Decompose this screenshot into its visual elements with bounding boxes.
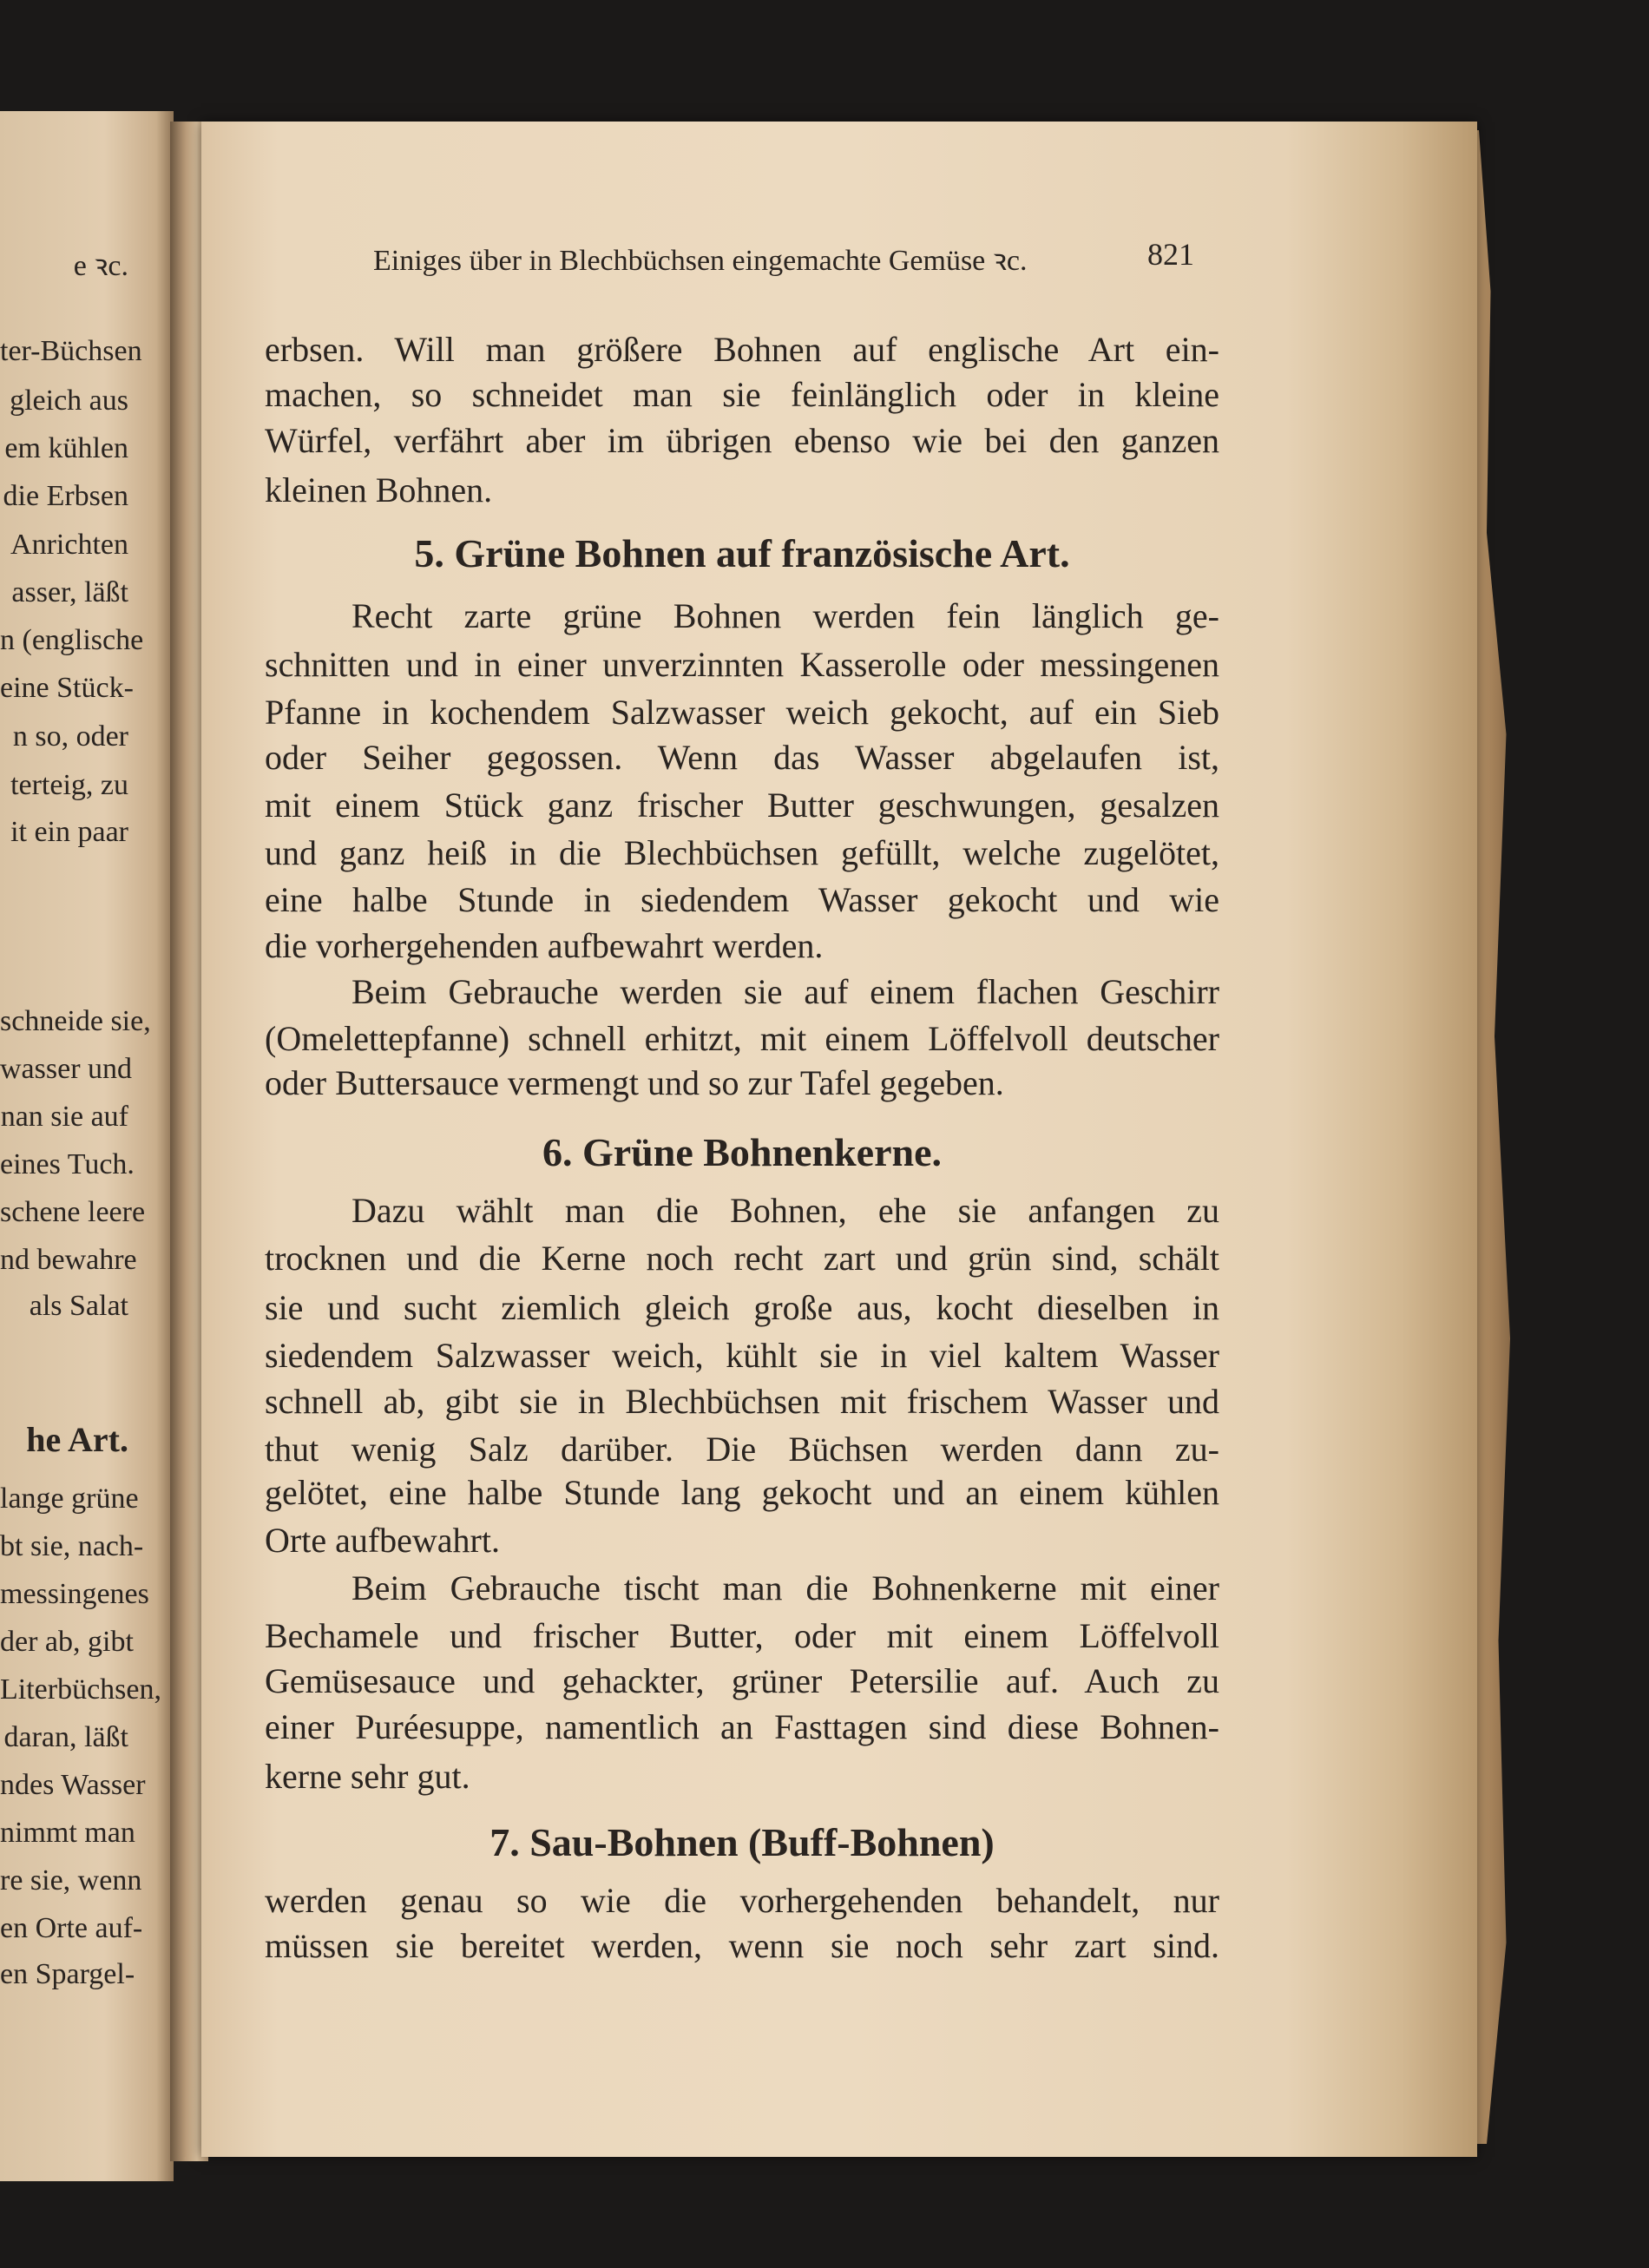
text-line: müssen sie bereitet werden, wenn sie noch sehr zart sind. xyxy=(265,1925,1219,1965)
text-line: sie und sucht ziemlich gleich große aus, kocht dieselben in xyxy=(265,1287,1219,1327)
left-page-line: messingenes xyxy=(0,1578,149,1611)
text-line: Orte aufbewahrt. xyxy=(265,1521,500,1561)
text-line: kerne sehr gut. xyxy=(265,1756,470,1796)
left-page-line: nd bewahre xyxy=(0,1243,137,1276)
left-page-line: terteig, zu xyxy=(10,769,128,802)
left-page-line: Anrichten xyxy=(10,529,128,562)
text-line: schnitten und in einer unverzinnten Kasserolle oder messingenen xyxy=(265,645,1219,685)
left-page-line: wasser und xyxy=(0,1052,133,1085)
section-heading: 5. Grüne Bohnen auf französische Art. xyxy=(414,531,1070,576)
text-line: Gemüsesauce und gehackter, grüner Petersilie auf. Auch zu xyxy=(265,1660,1219,1700)
text-line: und ganz heiß in die Blechbüchsen gefüllt, welche zugelötet, xyxy=(265,833,1219,873)
text-line: die vorhergehenden aufbewahrt werden. xyxy=(265,925,824,965)
text-line: machen, so schneidet man sie feinlänglich oder in kleine xyxy=(265,374,1219,414)
left-page-line: der ab, gibt xyxy=(0,1626,134,1659)
left-page-line: asser, läßt xyxy=(11,576,128,609)
running-head: Einiges über in Blechbüchsen eingemachte Gemüse ꝛc. xyxy=(373,245,1028,277)
left-page-line: schneide sie, xyxy=(0,1004,151,1037)
left-page-line: nan sie auf xyxy=(0,1100,128,1133)
text-line: erbsen. Will man größere Bohnen auf englische Art ein- xyxy=(265,330,1219,370)
left-running-head-fragment: e ꝛc. xyxy=(73,250,128,282)
page-number: 821 xyxy=(1147,237,1194,272)
text-line: trocknen und die Kerne noch recht zart und grün sind, schält xyxy=(265,1238,1219,1278)
left-page-line: gleich aus xyxy=(10,384,128,417)
text-line: siedendem Salzwasser weich, kühlt sie in viel kaltem Wasser xyxy=(265,1335,1219,1375)
text-line: Beim Gebrauche tischt man die Bohnenkerne mit einer xyxy=(351,1568,1219,1608)
section-heading: 6. Grüne Bohnenkerne. xyxy=(542,1130,943,1175)
text-line: Bechamele und frischer Butter, oder mit einem Löffelvoll xyxy=(265,1616,1219,1656)
left-page-line: bt sie, nach- xyxy=(0,1530,144,1563)
left-page-line: ter-Büchsen xyxy=(0,335,142,368)
text-line: (Omelettepfanne) schnell erhitzt, mit einem Löffelvoll deutscher xyxy=(265,1018,1219,1058)
left-page-line: Literbüchsen, xyxy=(0,1673,161,1706)
left-page-line: en Orte auf- xyxy=(0,1912,143,1945)
text-line: oder Buttersauce vermengt und so zur Tafel gegeben. xyxy=(265,1063,1004,1103)
left-page-line: he Art. xyxy=(26,1419,128,1459)
left-page-line: eine Stück- xyxy=(0,672,134,705)
text-line: Beim Gebrauche werden sie auf einem flachen Geschirr xyxy=(351,972,1219,1012)
left-page-line: lange grüne xyxy=(0,1482,139,1515)
text-line: oder Seiher gegossen. Wenn das Wasser abgelaufen ist, xyxy=(265,738,1219,778)
text-line: Würfel, verfährt aber im übrigen ebenso wie bei den ganzen xyxy=(265,421,1219,461)
text-line: gelötet, eine halbe Stunde lang gekocht und an einem kühlen xyxy=(265,1473,1219,1512)
left-page-line: die Erbsen xyxy=(3,479,128,512)
left-page-line: daran, läßt xyxy=(3,1721,128,1754)
left-page-line: als Salat xyxy=(29,1290,128,1323)
left-page-line: en Spargel- xyxy=(0,1958,135,1991)
left-page-line: schene leere xyxy=(0,1195,146,1228)
left-page-line: n (englische xyxy=(0,624,144,657)
text-line: Dazu wählt man die Bohnen, ehe sie anfangen zu xyxy=(351,1190,1219,1230)
left-page-line: em kühlen xyxy=(4,431,128,464)
left-page-line: it ein paar xyxy=(10,815,128,848)
left-page-line: ndes Wasser xyxy=(0,1769,146,1802)
left-page-line: re sie, wenn xyxy=(0,1864,142,1897)
left-page-line: n so, oder xyxy=(12,720,128,753)
text-line: Recht zarte grüne Bohnen werden fein länglich ge- xyxy=(351,595,1219,635)
section-heading: 7. Sau-Bohnen (Buff-Bohnen) xyxy=(489,1820,995,1865)
text-line: einer Puréesuppe, namentlich an Fasttagen sind diese Bohnen- xyxy=(265,1707,1219,1747)
text-line: thut wenig Salz darüber. Die Büchsen werden dann zu- xyxy=(265,1430,1219,1469)
left-page-line: eines Tuch. xyxy=(0,1147,135,1180)
left-page-line: nimmt man xyxy=(0,1817,135,1850)
text-line: kleinen Bohnen. xyxy=(265,470,493,509)
text-line: schnell ab, gibt sie in Blechbüchsen mit frischem Wasser und xyxy=(265,1381,1219,1421)
text-line: werden genau so wie die vorhergehenden behandelt, nur xyxy=(265,1881,1219,1921)
text-line: Pfanne in kochendem Salzwasser weich gekocht, auf ein Sieb xyxy=(265,693,1219,733)
text-line: eine halbe Stunde in siedendem Wasser gekocht und wie xyxy=(265,879,1219,919)
text-line: mit einem Stück ganz frischer Butter geschwungen, gesalzen xyxy=(265,786,1219,825)
